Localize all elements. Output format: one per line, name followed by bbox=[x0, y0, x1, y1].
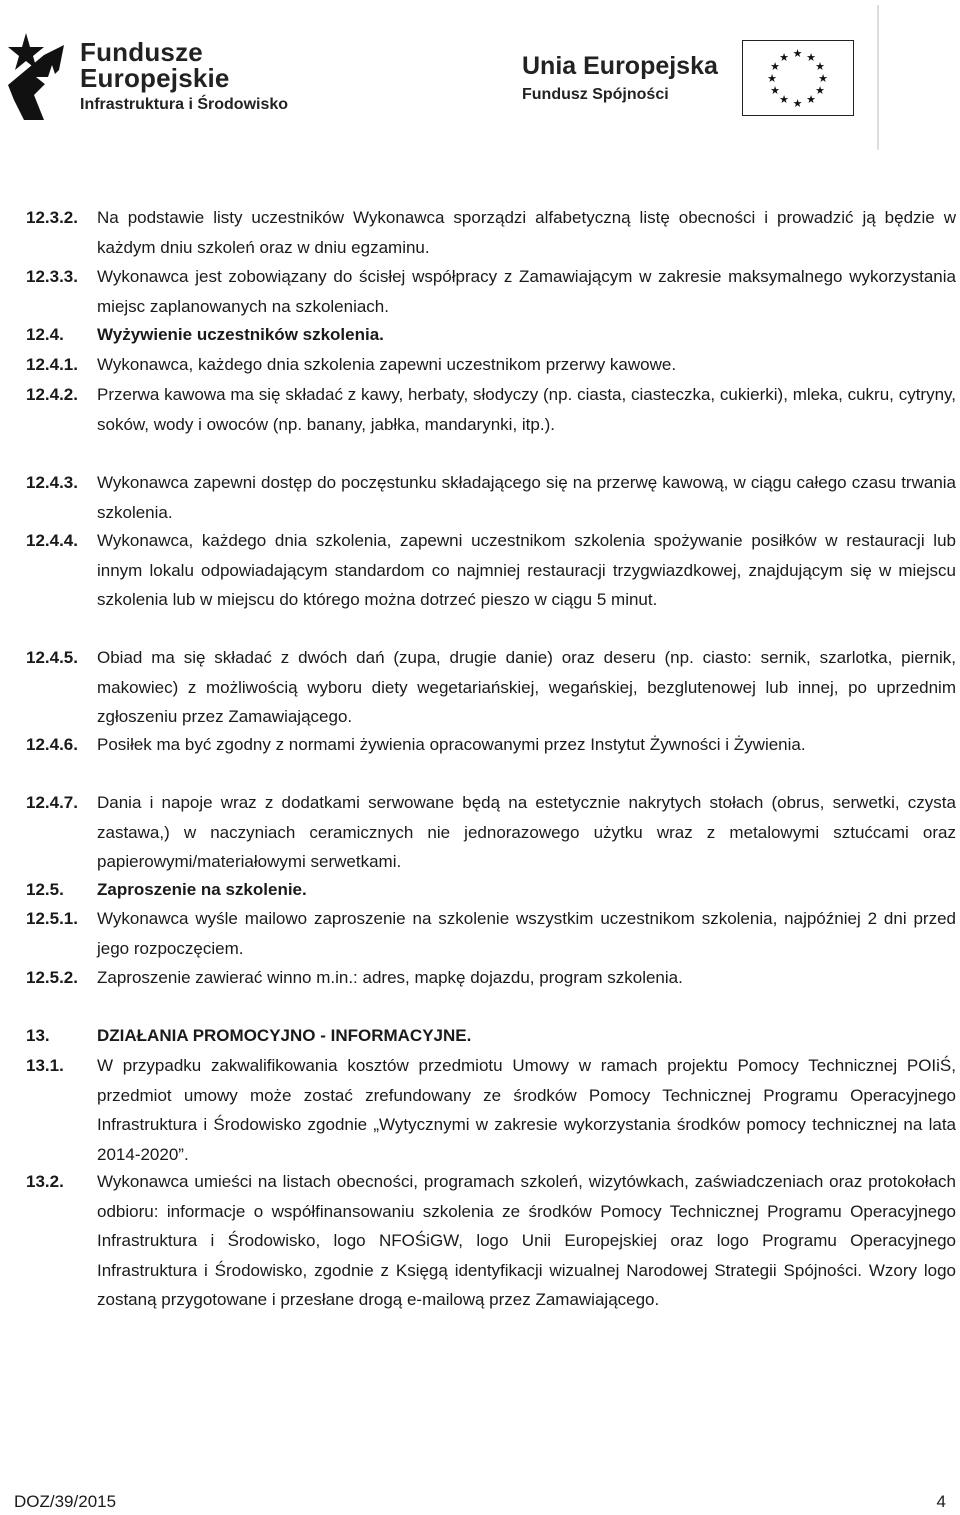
item-text: Wykonawca zapewni dostęp do poczęstunku składającego się na przerwę kawową, w ciągu całego czasu trwania szkolenia. bbox=[97, 473, 956, 522]
svg-text:★: ★ bbox=[806, 51, 816, 64]
svg-text:★: ★ bbox=[779, 93, 789, 106]
item-number: 13.2. bbox=[26, 1172, 64, 1191]
svg-text:★: ★ bbox=[815, 84, 825, 97]
list-item bbox=[26, 1167, 956, 1315]
item-text: Zaproszenie zawierać winno m.in.: adres, mapkę dojazdu, program szkolenia. bbox=[97, 968, 683, 987]
list-item bbox=[26, 526, 956, 615]
list-item bbox=[26, 1051, 956, 1169]
section-heading bbox=[26, 875, 956, 905]
section-heading bbox=[26, 1021, 956, 1051]
svg-text:★: ★ bbox=[770, 60, 780, 73]
item-text: DZIAŁANIA PROMOCYJNO - INFORMACYJNE. bbox=[97, 1026, 472, 1045]
item-text: Przerwa kawowa ma się składać z kawy, herbaty, słodyczy (np. ciasta, ciasteczka, cukierki), mleka, cukru, cytryny, soków, wody i owoców (np. banany, jabłka, mandarynki, itp.). bbox=[97, 385, 956, 434]
eu-logo-line1: Unia Europejska bbox=[522, 52, 718, 80]
fe-logo-line2: Europejskie bbox=[80, 63, 230, 93]
item-text: W przypadku zakwalifikowania kosztów przedmiotu Umowy w ramach projektu Pomocy Technicznej POIiŚ, przedmiot umowy może zostać zrefundowany ze środków Pomocy Technicznej Programu Operacyjnego Infrastruktura i Środowisko zgodnie „Wytycznymi w zakresie wykorzystania środków pomocy technicznej na lata 2014-2020”. bbox=[97, 1056, 956, 1164]
list-item bbox=[26, 904, 956, 963]
item-number: 13.1. bbox=[26, 1056, 64, 1075]
page-number: 4 bbox=[936, 1492, 946, 1511]
document-code: DOZ/39/2015 bbox=[14, 1492, 117, 1511]
item-text: Wyżywienie uczestników szkolenia. bbox=[97, 325, 384, 344]
svg-text:★: ★ bbox=[818, 72, 828, 85]
item-text: Wykonawca, każdego dnia szkolenia, zapewni uczestnikom szkolenia spożywanie posiłków w restauracji lub innym lokalu odpowiadającym standardom co najmniej restauracji trzygwiazdkowej, znajdującym się w miejscu szkolenia lub w miejscu do którego można dotrzeć pieszo w ciągu 5 minut. bbox=[97, 531, 956, 609]
eu-flag-icon bbox=[742, 40, 854, 116]
list-item bbox=[26, 262, 956, 321]
svg-text:★: ★ bbox=[770, 84, 780, 97]
item-number: 12.3.2. bbox=[26, 208, 78, 227]
item-text: Wykonawca wyśle mailowo zaproszenie na szkolenie wszystkim uczestnikom szkolenia, najpóźniej 2 dni przed jego rozpoczęciem. bbox=[97, 909, 956, 958]
svg-text:★: ★ bbox=[767, 72, 777, 85]
item-text: Dania i napoje wraz z dodatkami serwowane będą na estetycznie nakrytych stołach (obrus, serwetki, czysta zastawa,) w naczyniach ceramicznych nie jednorazowego użytku wraz z metalowymi sztućcami oraz papierowymi/materiałowymi serwetkami. bbox=[97, 793, 956, 871]
item-text: Wykonawca umieści na listach obecności, programach szkoleń, wizytówkach, zaświadczeniach oraz protokołach odbioru: informacje o współfinansowaniu szkolenia ze środków Pomocy Technicznej Programu Operacyjnego Infrastruktura i Środowisko, logo NFOŚiGW, logo Unii Europejskiej oraz logo Programu Operacyjnego Infrastruktura i Środowisko, zgodnie z Księgą identyfikacji wizualnej Narodowej Strategii Spójności. Wzory logo zostaną przygotowane i przesłane drogą e-mailową przez Zamawiającego. bbox=[97, 1172, 956, 1309]
item-text: Zaproszenie na szkolenie. bbox=[97, 880, 307, 899]
list-item bbox=[26, 350, 956, 380]
eu-logo-line2: Fundusz Spójności bbox=[522, 86, 669, 103]
list-item bbox=[26, 730, 956, 760]
item-number: 12.4.6. bbox=[26, 735, 78, 754]
item-text: Wykonawca, każdego dnia szkolenia zapewni uczestnikom przerwy kawowe. bbox=[97, 355, 677, 374]
item-number: 12.4.4. bbox=[26, 531, 78, 550]
list-item bbox=[26, 643, 956, 732]
svg-text:★: ★ bbox=[792, 97, 803, 110]
svg-text:★: ★ bbox=[792, 47, 803, 60]
item-number: 12.3.3. bbox=[26, 267, 78, 286]
list-item bbox=[26, 380, 956, 439]
list-item bbox=[26, 963, 956, 993]
section-heading bbox=[26, 320, 956, 350]
item-text: Posiłek ma być zgodny z normami żywienia opracowanymi przez Instytut Żywności i Żywienia. bbox=[97, 735, 806, 754]
header-divider bbox=[877, 5, 879, 150]
item-text: Na podstawie listy uczestników Wykonawca sporządzi alfabetyczną listę obecności i prowadzić ją będzie w każdym dniu szkoleń oraz w dniu egzaminu. bbox=[97, 208, 956, 257]
item-text: Obiad ma się składać z dwóch dań (zupa, drugie danie) oraz deseru (np. ciasto: sernik, szarlotka, piernik, makowiec) z możliwością wyboru diety wegetariańskiej, wegańskiej, bezglutenowej lub innej, po uprzednim zgłoszeniu przez Zamawiającego. bbox=[97, 648, 956, 726]
fe-logo-line3: Infrastruktura i Środowisko bbox=[80, 96, 289, 113]
fundusze-europejskie-logo bbox=[4, 25, 304, 135]
item-number: 12.4.1. bbox=[26, 355, 78, 374]
fe-star-icon bbox=[4, 25, 74, 125]
list-item bbox=[26, 788, 956, 877]
unia-europejska-logo-text bbox=[522, 52, 718, 104]
svg-text:★: ★ bbox=[806, 93, 816, 106]
svg-text:★: ★ bbox=[779, 51, 789, 64]
list-item bbox=[26, 468, 956, 527]
page-header bbox=[0, 0, 960, 160]
item-number: 12.4.3. bbox=[26, 473, 78, 492]
item-number: 12.5.1. bbox=[26, 909, 78, 928]
item-number: 12.4.2. bbox=[26, 385, 78, 404]
item-number: 13. bbox=[26, 1026, 50, 1045]
item-number: 12.5. bbox=[26, 880, 64, 899]
item-number: 12.4. bbox=[26, 325, 64, 344]
list-item bbox=[26, 203, 956, 262]
item-text: Wykonawca jest zobowiązany do ścisłej współpracy z Zamawiającym w zakresie maksymalnego wykorzystania miejsc zaplanowanych na szkoleniach. bbox=[97, 267, 956, 316]
item-number: 12.4.7. bbox=[26, 793, 78, 812]
item-number: 12.5.2. bbox=[26, 968, 78, 987]
item-number: 12.4.5. bbox=[26, 648, 78, 667]
fe-logo-line1: Fundusze bbox=[80, 37, 203, 67]
svg-text:★: ★ bbox=[815, 60, 825, 73]
